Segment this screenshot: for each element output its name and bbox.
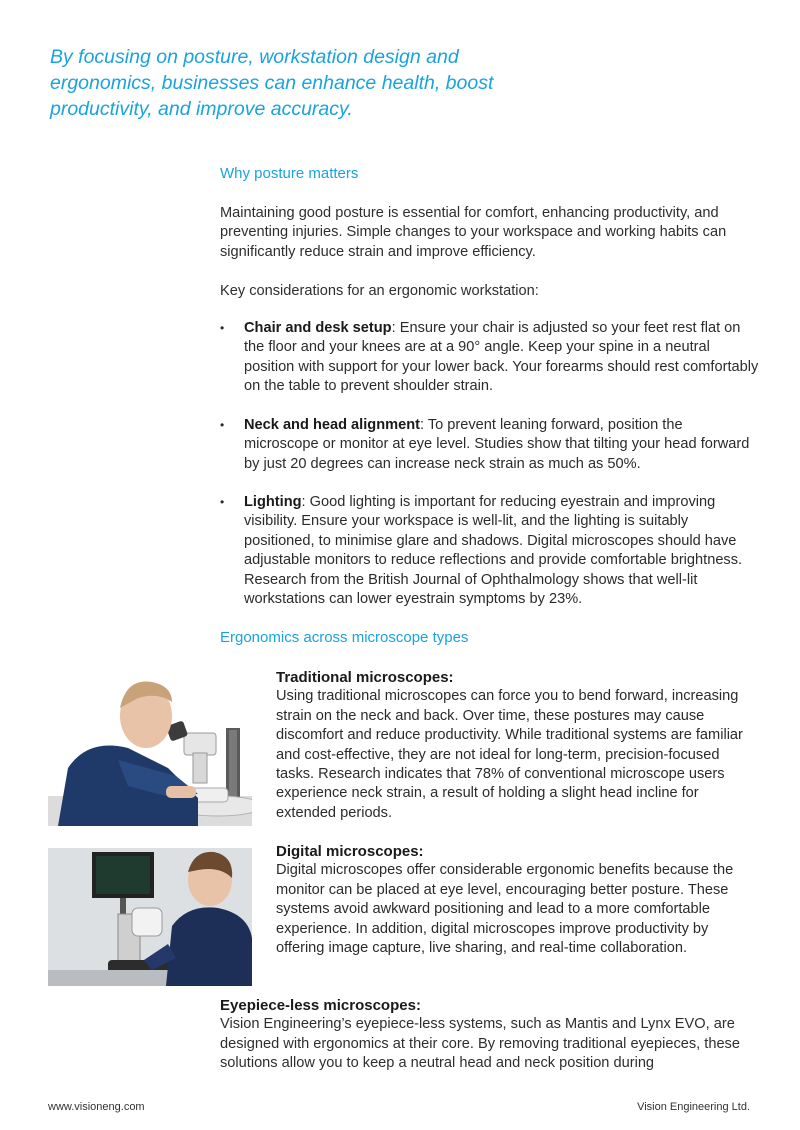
traditional-section bbox=[276, 668, 752, 823]
bullet-title: Lighting bbox=[244, 494, 302, 510]
posture-paragraph: Maintaining good posture is essential for comfort, enhancing productivity, and preventing injuries. Simple changes to your workspace and working habits can significantly reduce strain and improve efficiency. bbox=[220, 205, 727, 260]
footer-website[interactable]: www.visioneng.com bbox=[48, 1101, 145, 1113]
bullet-text: : Good lighting is important for reducing eyestrain and improving visibility. Ensure your workspace is well-lit, and the lighting is suitably positioned, to minimise glare and shadows. Digital microscopes should have adjustable monitors to reduce reflections and provide comfortable brightness. Research from the British Journal of Ophthalmology shows that well-lit workstations can lower eyestrain symptoms by 23%. bbox=[244, 494, 743, 608]
digital-section bbox=[276, 842, 752, 958]
bullet-marker: • bbox=[220, 418, 225, 432]
bullet-title: Chair and desk setup bbox=[244, 320, 392, 336]
bullet-marker: • bbox=[220, 495, 225, 509]
ergonomics-heading: Ergonomics across microscope types bbox=[220, 629, 469, 646]
eyepiece-text: Vision Engineering’s eyepiece-less systems, such as Mantis and Lynx EVO, are designed with ergonomics at their core. By removing traditional eyepieces, these solutions allow you to keep a neutral head and neck position during bbox=[220, 1016, 740, 1072]
digital-title: Digital microscopes: bbox=[276, 843, 424, 860]
traditional-text: Using traditional microscopes can force you to bend forward, increasing strain on the neck and back. Over time, these postures may cause discomfort and reduce productivity. While traditional systems are familiar and cost-effective, they are not ideal for long-term, precision-focused tasks. Research indicates that 78% of conventional microscope users experience neck strain, a result of holding a slight head incline for extended periods. bbox=[276, 688, 743, 821]
key-considerations-text: Key considerations for an ergonomic workstation: bbox=[220, 283, 539, 299]
bullet-marker: • bbox=[220, 321, 225, 335]
bullet-text: : To prevent leaning forward, position the microscope or monitor at eye level. Studies show that tilting your head forward by just 20 degrees can increase neck strain as much as 50%. bbox=[244, 417, 750, 472]
digital-microscope-photo bbox=[48, 848, 252, 986]
bullet-title: Neck and head alignment bbox=[244, 417, 420, 433]
posture-heading: Why posture matters bbox=[220, 165, 359, 182]
bullet-text: : Ensure your chair is adjusted so your feet rest flat on the floor and your knees are at a 90° angle. Keep your spine in a neutral position with support for your lower back. Your forearms should rest comfortably on the table to prevent shoulder strain. bbox=[244, 320, 759, 395]
intro-quote: By focusing on posture, workstation design and ergonomics, businesses can enhance health, boost productivity, and improve accuracy. bbox=[50, 46, 494, 120]
digital-text: Digital microscopes offer considerable ergonomic benefits because the monitor can be placed at eye level, encouraging better posture. These systems avoid awkward positioning and lead to a more comfortable experience. In addition, digital microscopes improve productivity by offering image capture, live sharing, and real-time collaboration. bbox=[276, 862, 734, 957]
traditional-microscope-photo bbox=[48, 668, 252, 826]
footer-company: Vision Engineering Ltd. bbox=[637, 1101, 750, 1113]
eyepiece-title: Eyepiece-less microscopes: bbox=[220, 997, 421, 1014]
traditional-title: Traditional microscopes: bbox=[276, 669, 454, 686]
eyepiece-section bbox=[220, 996, 756, 1074]
